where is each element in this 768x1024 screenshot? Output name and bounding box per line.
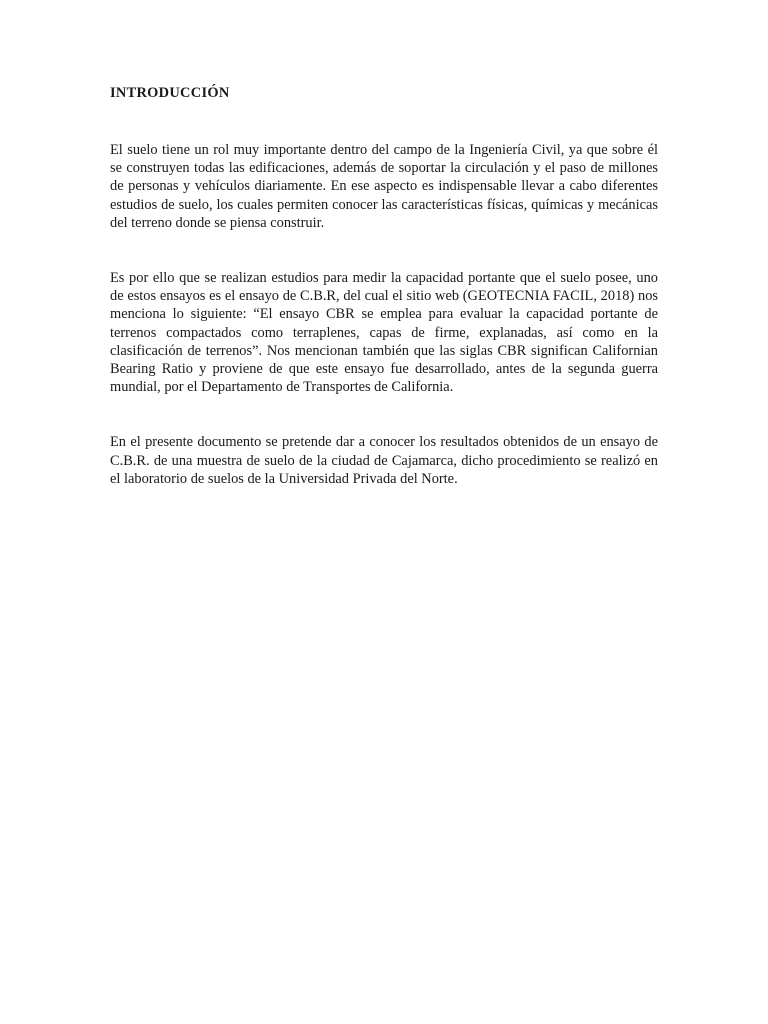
page-title: INTRODUCCIÓN (110, 85, 230, 101)
paragraph-2: Es por ello que se realizan estudios para medir la capacidad portante que el suelo posee, uno de estos ensayos es el ensayo de C.B.R, del cual el sitio web (GEOTECNIA FACIL, 2018) nos menciona lo siguiente: “El ensayo CBR se emplea para evaluar la capacidad portante de terrenos compactados como terraplenes, capas de firme, explanadas, así como en la clasificación de terrenos”. Nos mencionan también que las siglas CBR significan Californian Bearing Ratio y proviene de que este ensayo fue desarrollado, antes de la segunda guerra mundial, por el Departamento de Transportes de California. (110, 270, 658, 396)
paragraph-3: En el presente documento se pretende dar a conocer los resultados obtenidos de un ensayo de C.B.R. de una muestra de suelo de la ciudad de Cajamarca, dicho procedimiento se realizó en el laboratorio de suelos de la Universidad Privada del Norte. (110, 434, 658, 487)
document-body (110, 84, 658, 488)
paragraph-1: El suelo tiene un rol muy importante dentro del campo de la Ingeniería Civil, ya que sobre él se construyen todas las edificaciones, además de soportar la circulación y el paso de millones de personas y vehículos diariamente. En ese aspecto es indispensable llevar a cabo diferentes estudios de suelo, los cuales permiten conocer las características físicas, químicas y mecánicas del terreno donde se piensa construir. (110, 142, 658, 231)
